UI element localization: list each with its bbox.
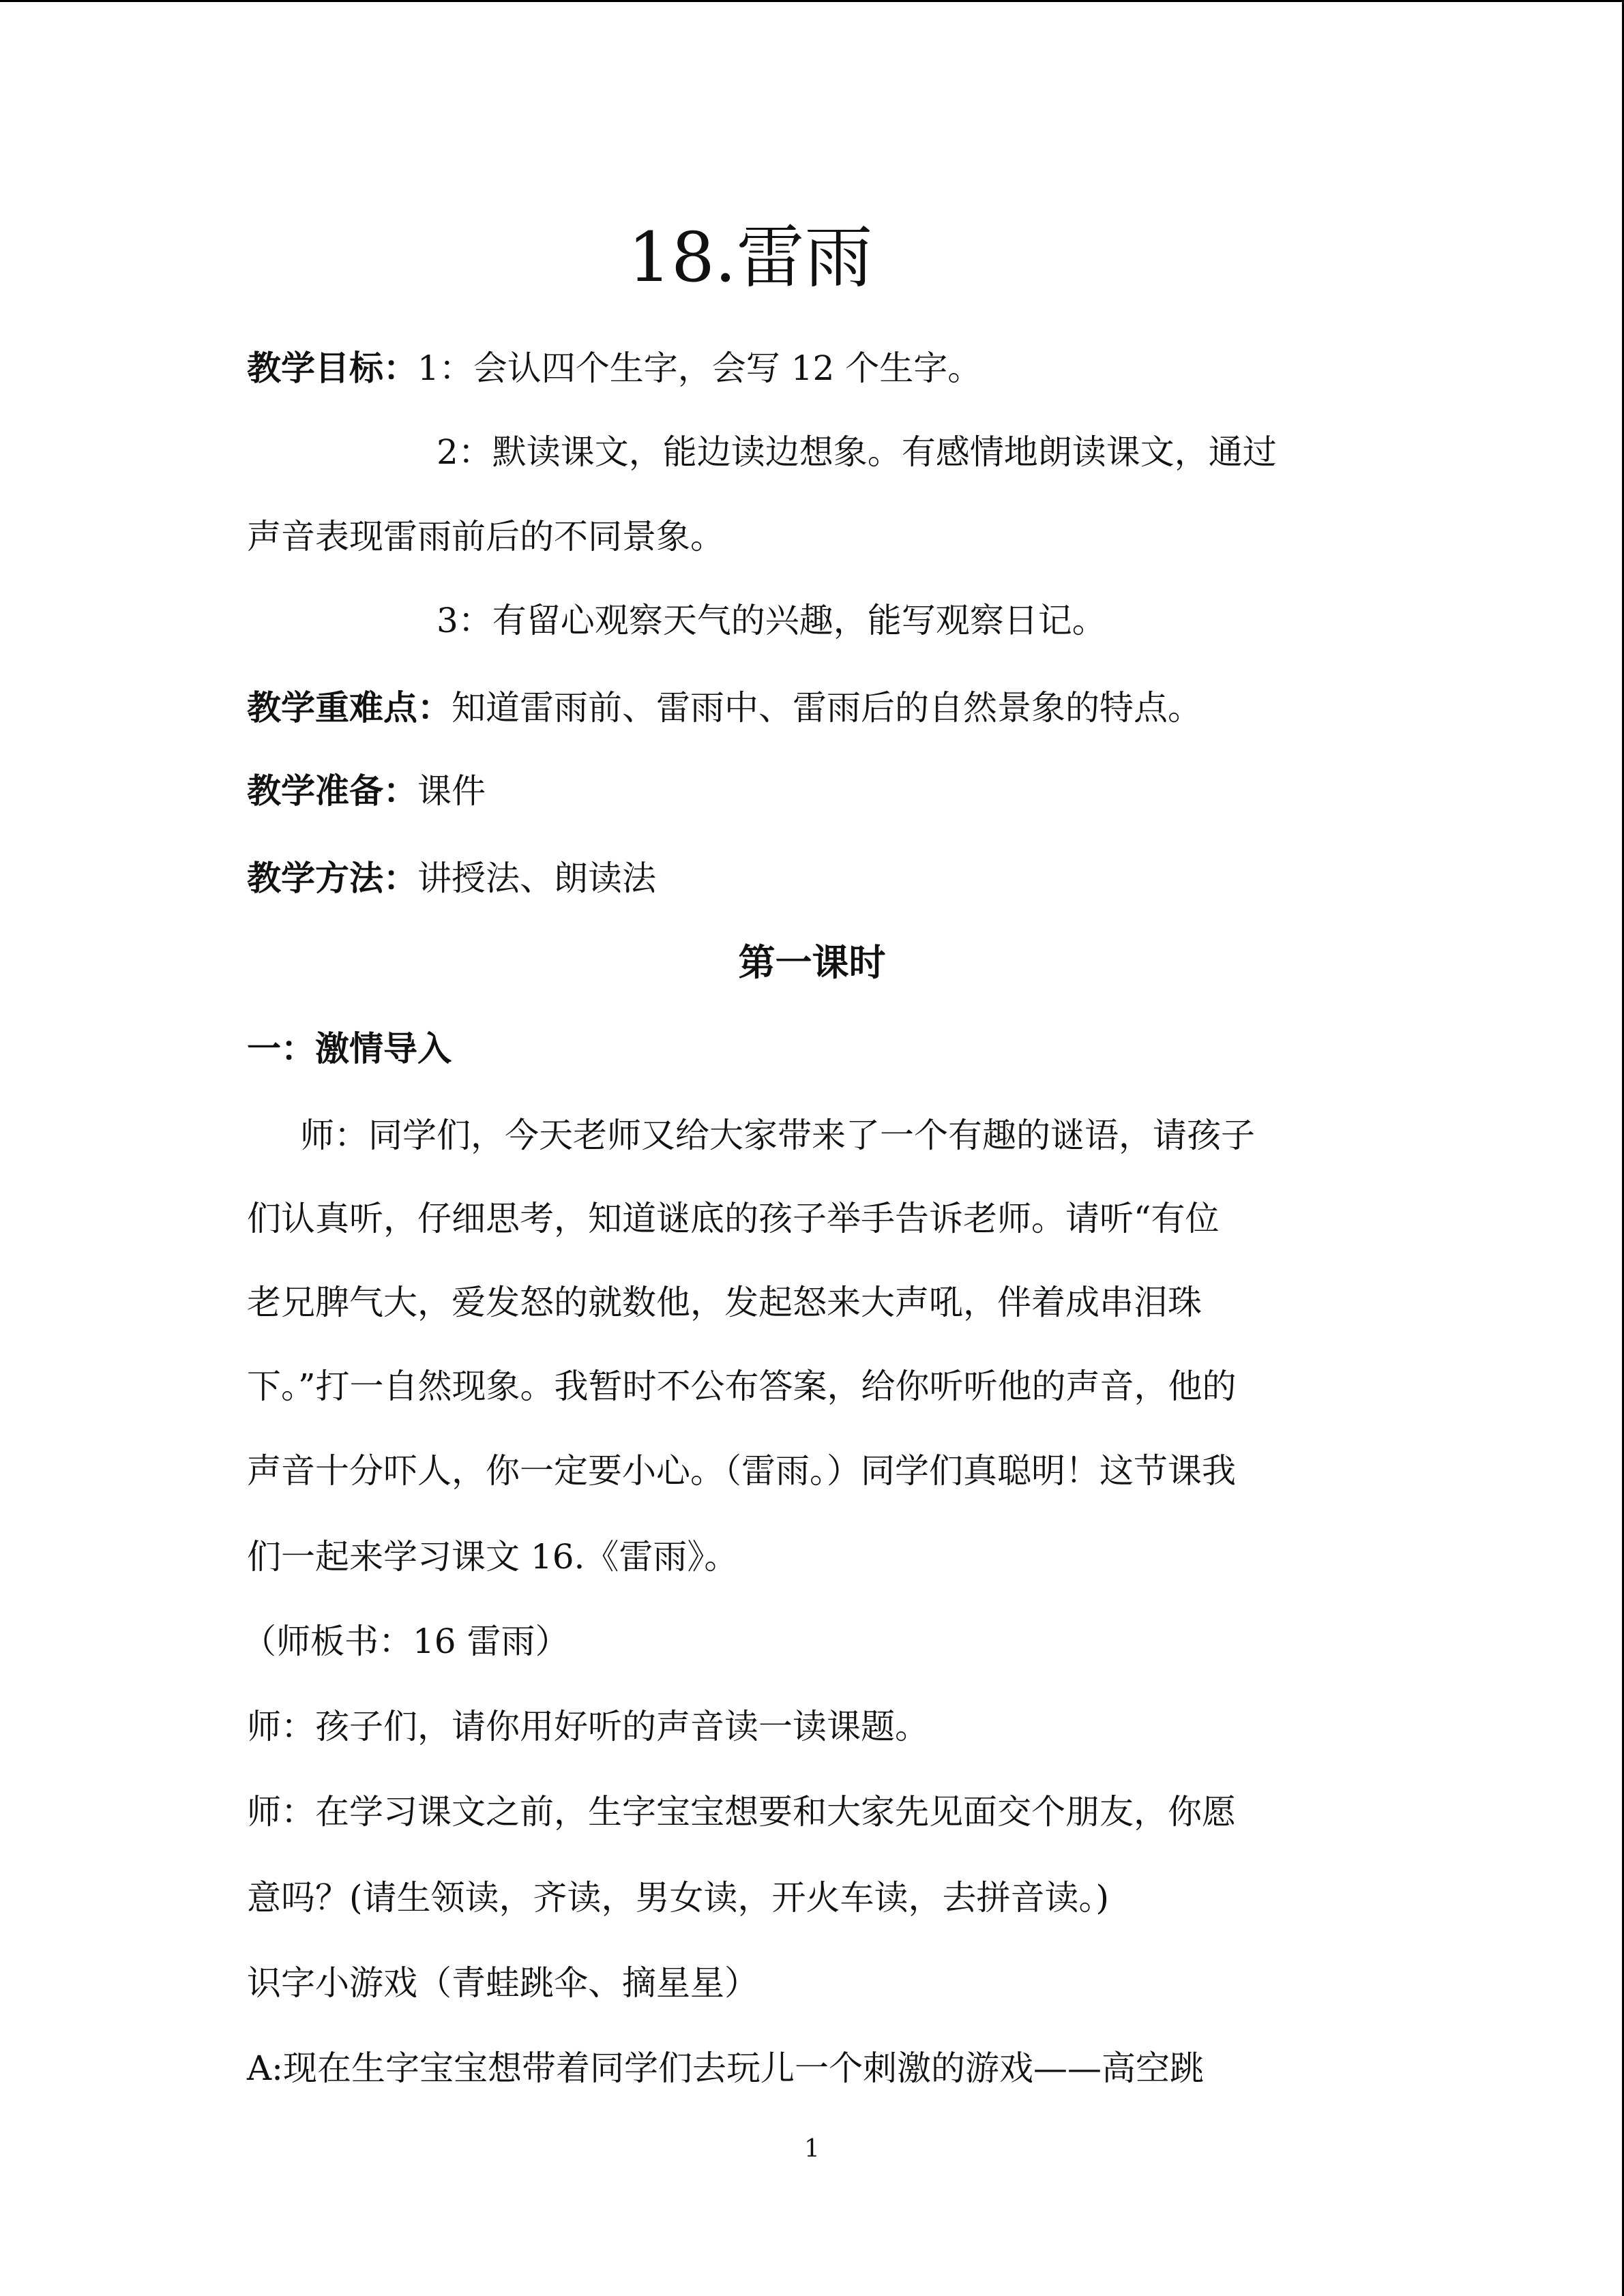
teacher-line-2b: 意吗？(请生领读，齐读，男女读，开火车读，去拼音读。) [247,1878,1110,1918]
preparation-label: 教学准备： [247,771,417,811]
paragraph-line: 师：同学们，今天老师又给大家带来了一个有趣的谜语，请孩子 [300,1116,1255,1155]
key-points-line [247,687,1202,728]
methods-line [247,858,656,899]
paragraph-line: 声音十分吓人，你一定要小心。（雷雨。）同学们真聪明！这节课我 [247,1451,1236,1491]
section-1-heading: 一：激情导入 [247,1029,452,1069]
methods-label: 教学方法： [247,859,417,898]
game-line: 识字小游戏（青蛙跳伞、摘星星） [247,1963,758,2003]
preparation-line [247,771,486,811]
teacher-line-2a: 师：在学习课文之前，生字宝宝想要和大家先见面交个朋友，你愿 [247,1792,1236,1832]
board-note: （师板书：16 雷雨） [242,1622,570,1661]
paragraph-line: 们认真听，仔细思考，知道谜底的孩子举手告诉老师。请听“有位 [247,1199,1220,1238]
objective-1: 1：会认四个生字，会写 12 个生字。 [417,348,982,388]
objective-line-1 [247,348,981,389]
objectives-label: 教学目标： [247,348,417,388]
paragraph-line: 老兄脾气大，爱发怒的就数他，发起怒来大声吼，伴着成串泪珠 [247,1283,1202,1322]
paragraph-line: 下。”打一自然现象。我暂时不公布答案，给你听听他的声音，他的 [247,1367,1237,1406]
lesson-heading: 第一课时 [738,941,886,984]
page-top-border [0,0,1624,2]
page-number: 1 [804,2135,820,2163]
teacher-line-1: 师：孩子们，请你用好听的声音读一读课题。 [247,1707,929,1746]
objective-2-line-1: 2：默读课文，能边读边想象。有感情地朗读课文，通过 [437,432,1277,472]
key-points-label: 教学重难点： [247,688,452,728]
objective-2-line-2: 声音表现雷雨前后的不同景象。 [247,517,724,556]
objective-3: 3：有留心观察天气的兴趣，能写观察日记。 [437,601,1106,640]
document-title: 18.雷雨 [628,218,873,297]
key-points-text: 知道雷雨前、雷雨中、雷雨后的自然景象的特点。 [452,688,1202,728]
methods-text: 讲授法、朗读法 [417,859,656,898]
game-a-line: A:现在生字宝宝想带着同学们去玩儿一个刺激的游戏——高空跳 [247,2048,1204,2088]
preparation-text: 课件 [417,771,486,811]
paragraph-line: 们一起来学习课文 16.《雷雨》。 [247,1537,739,1577]
